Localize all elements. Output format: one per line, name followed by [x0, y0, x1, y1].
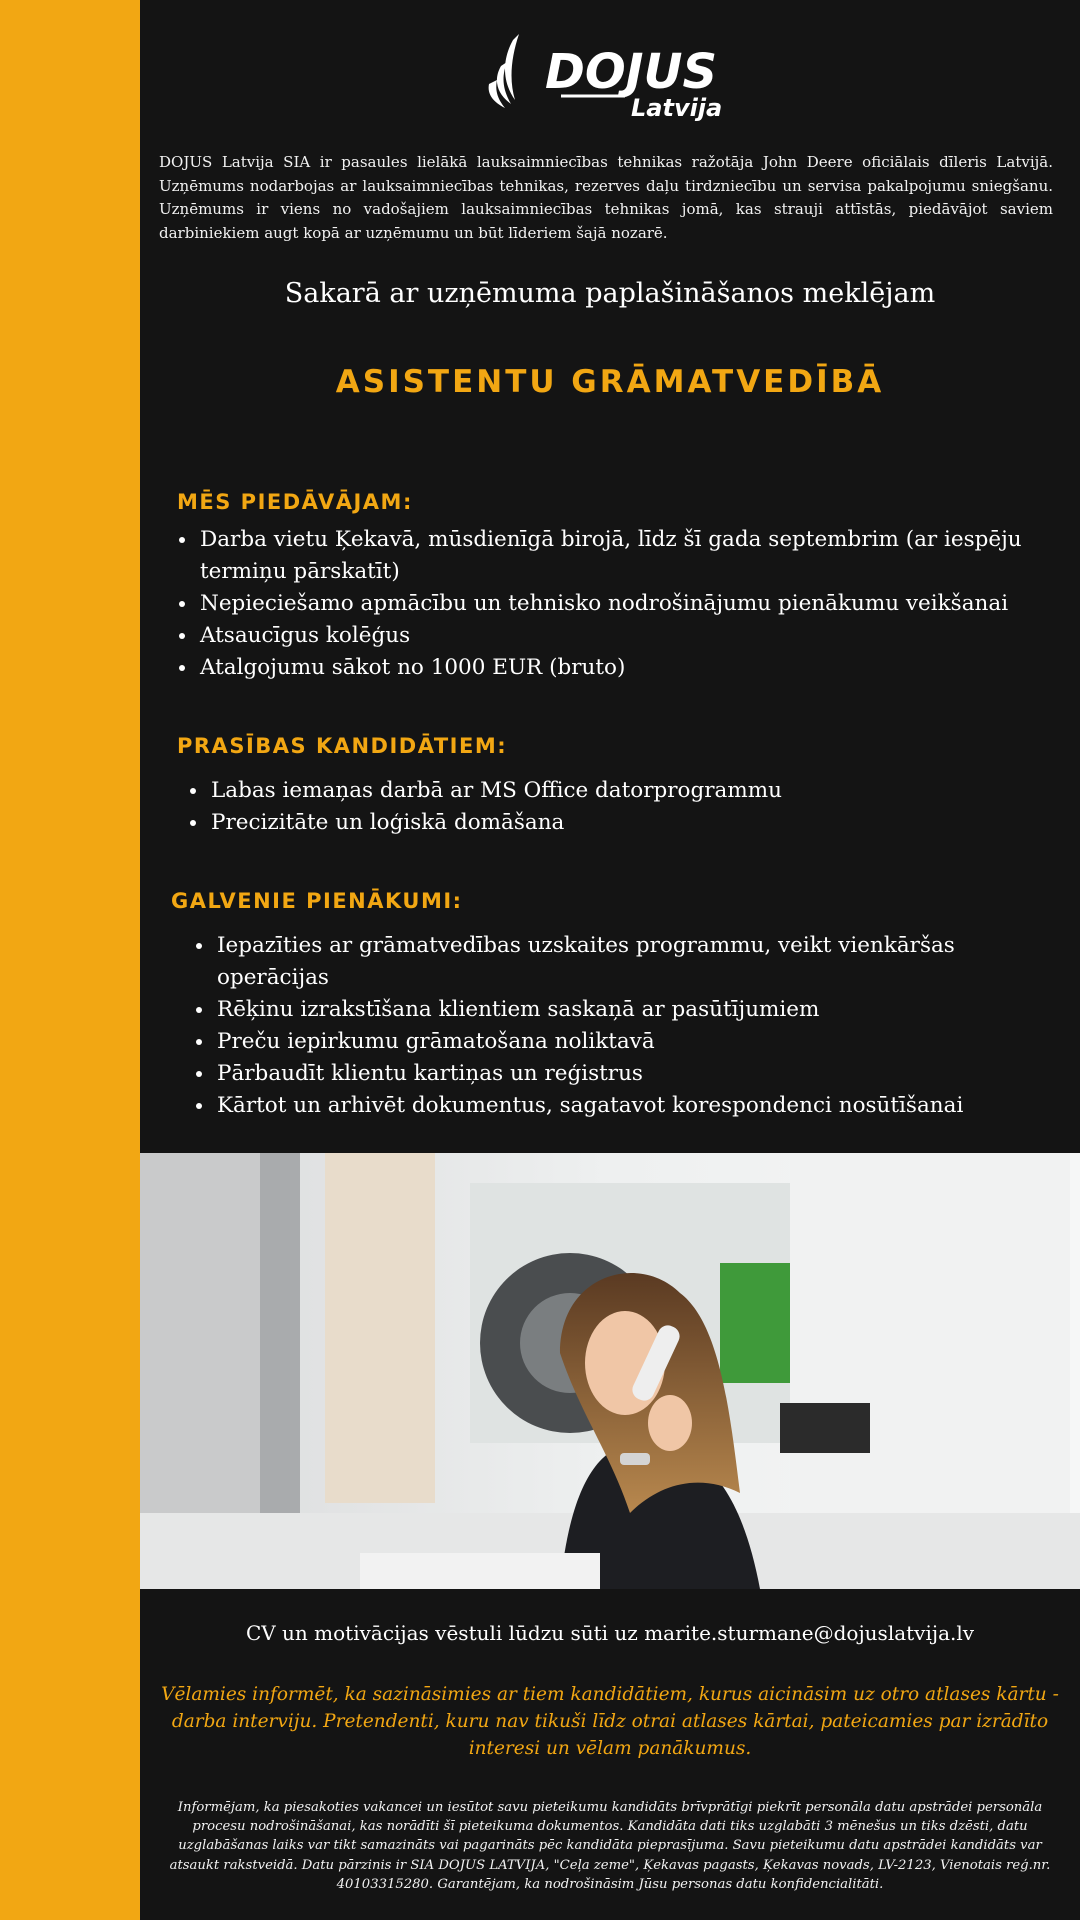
- list-item: • Kārtot un arhivēt dokumentus, sagatavot korespondenci nosūtīšanai: [215, 1090, 1015, 1122]
- office-photo: [140, 1153, 1080, 1589]
- list-item: • Iepazīties ar grāmatvedības uzskaites programmu, veikt vienkāršas operācijas: [215, 930, 1015, 994]
- duties-heading: GALVENIE PIENĀKUMI:: [171, 889, 463, 913]
- requirements-list: [209, 775, 1049, 839]
- list-item: • Atsaucīgus kolēģus: [198, 620, 1058, 652]
- cv-contact-line: CV un motivācijas vēstuli lūdzu sūti uz marite.sturmane@dojuslatvija.lv: [245, 1621, 975, 1645]
- list-item: • Preču iepirkumu grāmatošana noliktavā: [215, 1026, 1015, 1058]
- requirements-heading: PRASĪBAS KANDIDĀTIEM:: [177, 734, 508, 758]
- dojus-logo: [485, 28, 735, 123]
- list-item: • Rēķinu izrakstīšana klientiem saskaņā ar pasūtījumiem: [215, 994, 1015, 1026]
- list-item: • Atalgojumu sākot no 1000 EUR (bruto): [198, 652, 1058, 684]
- job-ad-panel: [140, 0, 1080, 1920]
- duties-list: [215, 930, 1015, 1122]
- list-item: • Darba vietu Ķekavā, mūsdienīgā birojā, līdz šī gada septembrim (ar iespēju termiņu pārskatīt): [198, 524, 1058, 588]
- company-intro: DOJUS Latvija SIA ir pasaules lielākā lauksaimniecības tehnikas ražotāja John Deere oficiālais dīleris Latvijā. Uzņēmums nodarbojas ar lauksaimniecības tehnikas, rezerves daļu tirdzniecību un servisa pakalpojumu sniegšanu. Uzņēmums ir viens no vadošajiem lauksaimniecības tehnikas jomā, kas strauji attīstās, piedāvājot saviem darbiniekiem augt kopā ar uzņēmumu un būt līderiem šajā nozarē.: [159, 153, 1053, 242]
- privacy-notice: Informējam, ka piesakoties vakancei un iesūtot savu pieteikumu kandidāts brīvprātīgi piekrīt personāla datu apstrādei personāla procesu nodrošināšanai, kas norādīti šī pieteikuma dokumentos. Kandidāta dati tiks uzglabāti 3 mēnešus un tiks dzēsti, datu uzglabāšanas laiks var tikt samazināts vai pagarināts pēc kandidāta pieprasījuma. Savu pieteikumu datu apstrādei kandidāts var atsaukt rakstveidā. Datu pārzinis ir SIA DOJUS LATVIJA, "Ceļa zeme", Ķekavas pagasts, Ķekavas novads, LV-2123, Vienotais reģ.nr. 40103315280. Garantējam, ka nodrošināsim Jūsu personas datu konfidencialitāti.: [169, 1800, 1051, 1892]
- list-item: • Pārbaudīt klientu kartiņas un reģistrus: [215, 1058, 1015, 1090]
- position-title: ASISTENTU GRĀMATVEDĪBĀ: [335, 364, 885, 400]
- list-item: • Nepieciešamo apmācību un tehnisko nodrošinājumu pienākumu veikšanai: [198, 588, 1058, 620]
- svg-text:DOJUS: DOJUS: [545, 44, 718, 100]
- hiring-subheading: Sakarā ar uzņēmuma paplašināšanos meklējam: [284, 278, 936, 309]
- list-item: • Precizitāte un loģiskā domāšana: [209, 807, 1049, 839]
- svg-text:Latvija: Latvija: [631, 94, 723, 122]
- list-item: • Labas iemaņas darbā ar MS Office datorprogrammu: [209, 775, 1049, 807]
- offer-heading: MĒS PIEDĀVĀJAM:: [177, 490, 413, 514]
- accent-side-strip: [0, 0, 140, 1920]
- offer-list: [198, 524, 1058, 684]
- selection-notice: Vēlamies informēt, ka sazināsimies ar tiem kandidātiem, kurus aicināsim uz otro atlases kārtu - darba interviju. Pretendenti, kuru nav tikuši līdz otrai atlases kārtai, pateicamies par izrādīto interesi un vēlam panākumus.: [161, 1684, 1059, 1759]
